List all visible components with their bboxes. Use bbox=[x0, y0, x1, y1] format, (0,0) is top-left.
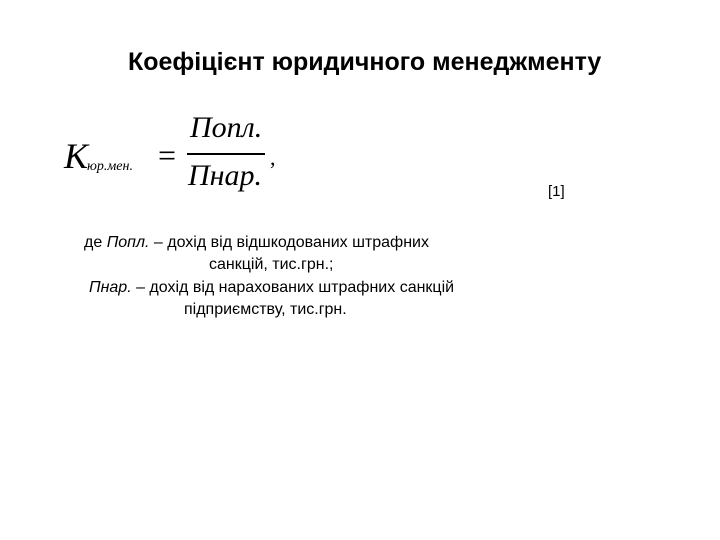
formula-subscript: юр.мен. bbox=[87, 159, 133, 174]
reference-marker: [1] bbox=[548, 183, 565, 200]
definition-prefix: де bbox=[84, 234, 107, 251]
formula-symbol: K bbox=[64, 136, 89, 176]
definition-continuation: санкцій, тис.грн.; bbox=[209, 256, 334, 273]
formula-equals: = bbox=[158, 137, 177, 173]
definition-text: – дохід від відшкодованих штрафних bbox=[149, 234, 429, 251]
formula bbox=[0, 0, 720, 220]
formula-numerator: Попл. bbox=[190, 111, 263, 144]
formula-denominator: Пнар. bbox=[188, 159, 263, 192]
fraction-bar bbox=[187, 153, 265, 155]
definition-term: Пнар. bbox=[89, 279, 132, 296]
definition-line bbox=[89, 278, 454, 298]
definition-term: Попл. bbox=[106, 234, 150, 251]
definition-text: – дохід від нарахованих штрафних санкцій bbox=[131, 279, 455, 296]
definition-line bbox=[84, 233, 429, 253]
definition-continuation: підприємству, тис.грн. bbox=[184, 301, 347, 318]
formula-comma: , bbox=[270, 145, 276, 170]
slide-title: Коефіцієнт юридичного менеджменту bbox=[128, 48, 602, 76]
